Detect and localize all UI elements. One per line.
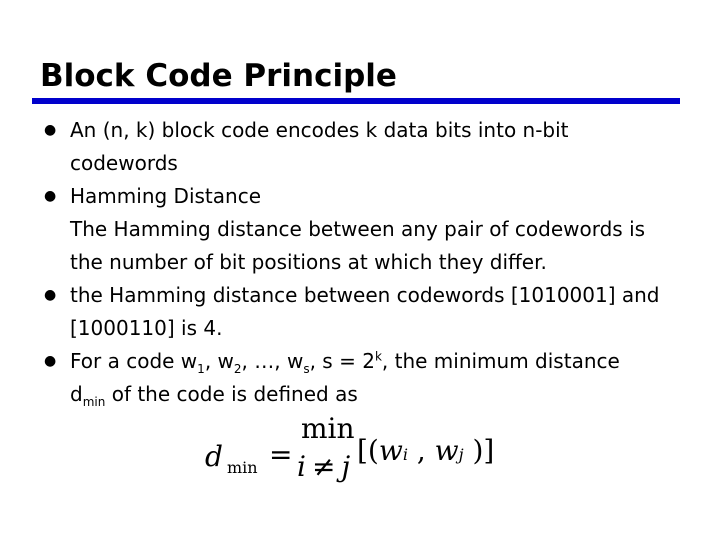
text-run: of the code is defined as xyxy=(105,382,358,406)
min-distance-formula xyxy=(205,412,505,492)
bullet-icon: ● xyxy=(44,122,57,138)
subscript: min xyxy=(82,395,106,409)
subscript: 1 xyxy=(197,362,205,376)
formula-close: )] xyxy=(463,434,495,467)
formula-w1-subscript: i xyxy=(402,445,408,464)
bullet-text: the number of bit positions at which they differ. xyxy=(70,250,547,274)
bullet-text: The Hamming distance between any pair of codewords is xyxy=(70,217,646,241)
formula-cond-left: i xyxy=(297,450,306,483)
bullet-item xyxy=(0,279,700,345)
formula-comma: , xyxy=(407,434,435,467)
formula-cond-right: j xyxy=(341,450,351,483)
bullet-item xyxy=(0,345,700,411)
subscript: 2 xyxy=(233,362,242,376)
bullet-list xyxy=(0,114,720,411)
bullet-text: codewords xyxy=(70,151,178,175)
text-run: , the minimum distance xyxy=(381,349,620,373)
formula-lhs: d xyxy=(205,440,223,473)
bullet-icon: ● xyxy=(44,188,57,204)
bullet-text xyxy=(70,378,700,411)
bullet-text xyxy=(70,345,700,378)
bullet-item xyxy=(0,114,700,180)
formula-operator: min xyxy=(301,412,355,445)
formula-condition xyxy=(297,450,350,483)
text-run: , w xyxy=(204,349,234,373)
slide-title: Block Code Principle xyxy=(40,58,397,94)
formula-cond-neq: ≠ xyxy=(311,450,336,483)
bullet-text: the Hamming distance between codewords [1010001] and xyxy=(70,283,660,307)
subscript: s xyxy=(303,362,310,376)
bullet-text: Hamming Distance xyxy=(70,184,261,208)
bullet-text: An (n, k) block code encodes k data bits into n-bit xyxy=(70,118,569,142)
formula-w2-subscript: j xyxy=(458,445,464,464)
formula-expression xyxy=(357,434,494,467)
superscript: k xyxy=(374,349,382,364)
text-run: , …, w xyxy=(241,349,304,373)
title-underline xyxy=(32,98,680,104)
formula-w1: w xyxy=(378,434,403,467)
formula-equals: = xyxy=(269,438,293,471)
bullet-icon: ● xyxy=(44,353,57,369)
text-run: For a code w xyxy=(70,349,198,373)
formula-open: [( xyxy=(357,434,379,467)
formula-lhs-subscript: min xyxy=(227,458,258,477)
bullet-icon: ● xyxy=(44,287,57,303)
bullet-text: [1000110] is 4. xyxy=(70,316,223,340)
formula-w2: w xyxy=(434,434,459,467)
bullet-item xyxy=(0,180,700,279)
text-run: d xyxy=(70,382,83,406)
text-run: , s = 2 xyxy=(309,349,375,373)
